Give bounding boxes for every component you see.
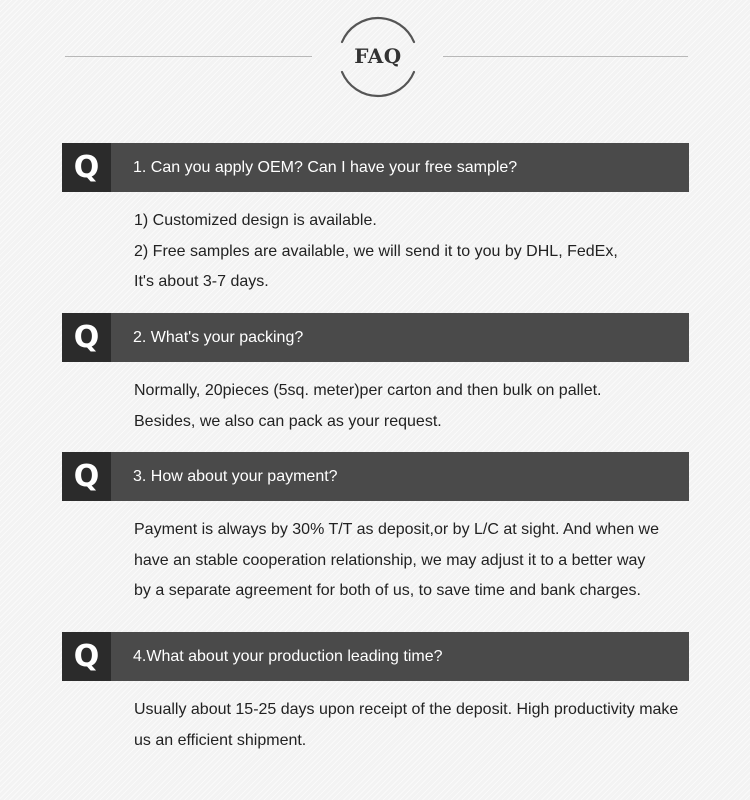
answer-block <box>134 515 694 607</box>
answer-line: 1) Customized design is available. <box>134 212 377 229</box>
q-badge-letter: Q <box>73 459 100 494</box>
header-divider-left <box>65 56 312 57</box>
answer-line: Besides, we also can pack as your request. <box>134 412 442 430</box>
answer-line: Normally, 20pieces (5sq. meter)per carton and then bulk on pallet. <box>134 382 602 399</box>
q-badge-letter: Q <box>73 150 100 185</box>
question-text: 4.What about your production leading time? <box>133 648 443 665</box>
q-badge <box>62 452 111 501</box>
question-bar <box>62 143 689 192</box>
question-text: 2. What's your packing? <box>133 329 304 346</box>
faq-header <box>0 0 750 110</box>
answer-line: It's about 3-7 days. <box>134 273 269 290</box>
answer-block <box>134 206 694 298</box>
q-badge <box>62 632 111 681</box>
page-title: FAQ <box>354 44 402 68</box>
answer-line: 2) Free samples are available, we will send it to you by DHL, FedEx, <box>134 242 618 260</box>
q-badge-letter: Q <box>73 639 100 674</box>
answer-line: have an stable cooperation relationship, we may adjust it to a better way <box>134 551 646 569</box>
faq-emblem <box>334 13 422 101</box>
answer-line: by a separate agreement for both of us, to save time and bank charges. <box>134 582 641 599</box>
question-bar <box>62 313 689 362</box>
answer-line: Payment is always by 30% T/T as deposit,or by L/C at sight. And when we <box>134 521 660 538</box>
question-text: 3. How about your payment? <box>133 468 338 485</box>
q-badge-letter: Q <box>73 320 100 355</box>
question-bar <box>62 452 689 501</box>
question-bar <box>62 632 689 681</box>
q-badge <box>62 143 111 192</box>
answer-line: us an efficient shipment. <box>134 731 307 749</box>
answer-block <box>134 376 694 437</box>
question-text: 1. Can you apply OEM? Can I have your free sample? <box>133 159 518 176</box>
header-divider-right <box>443 56 688 57</box>
answer-line: Usually about 15-25 days upon receipt of the deposit. High productivity make <box>134 701 679 718</box>
answer-block <box>134 695 694 756</box>
q-badge <box>62 313 111 362</box>
